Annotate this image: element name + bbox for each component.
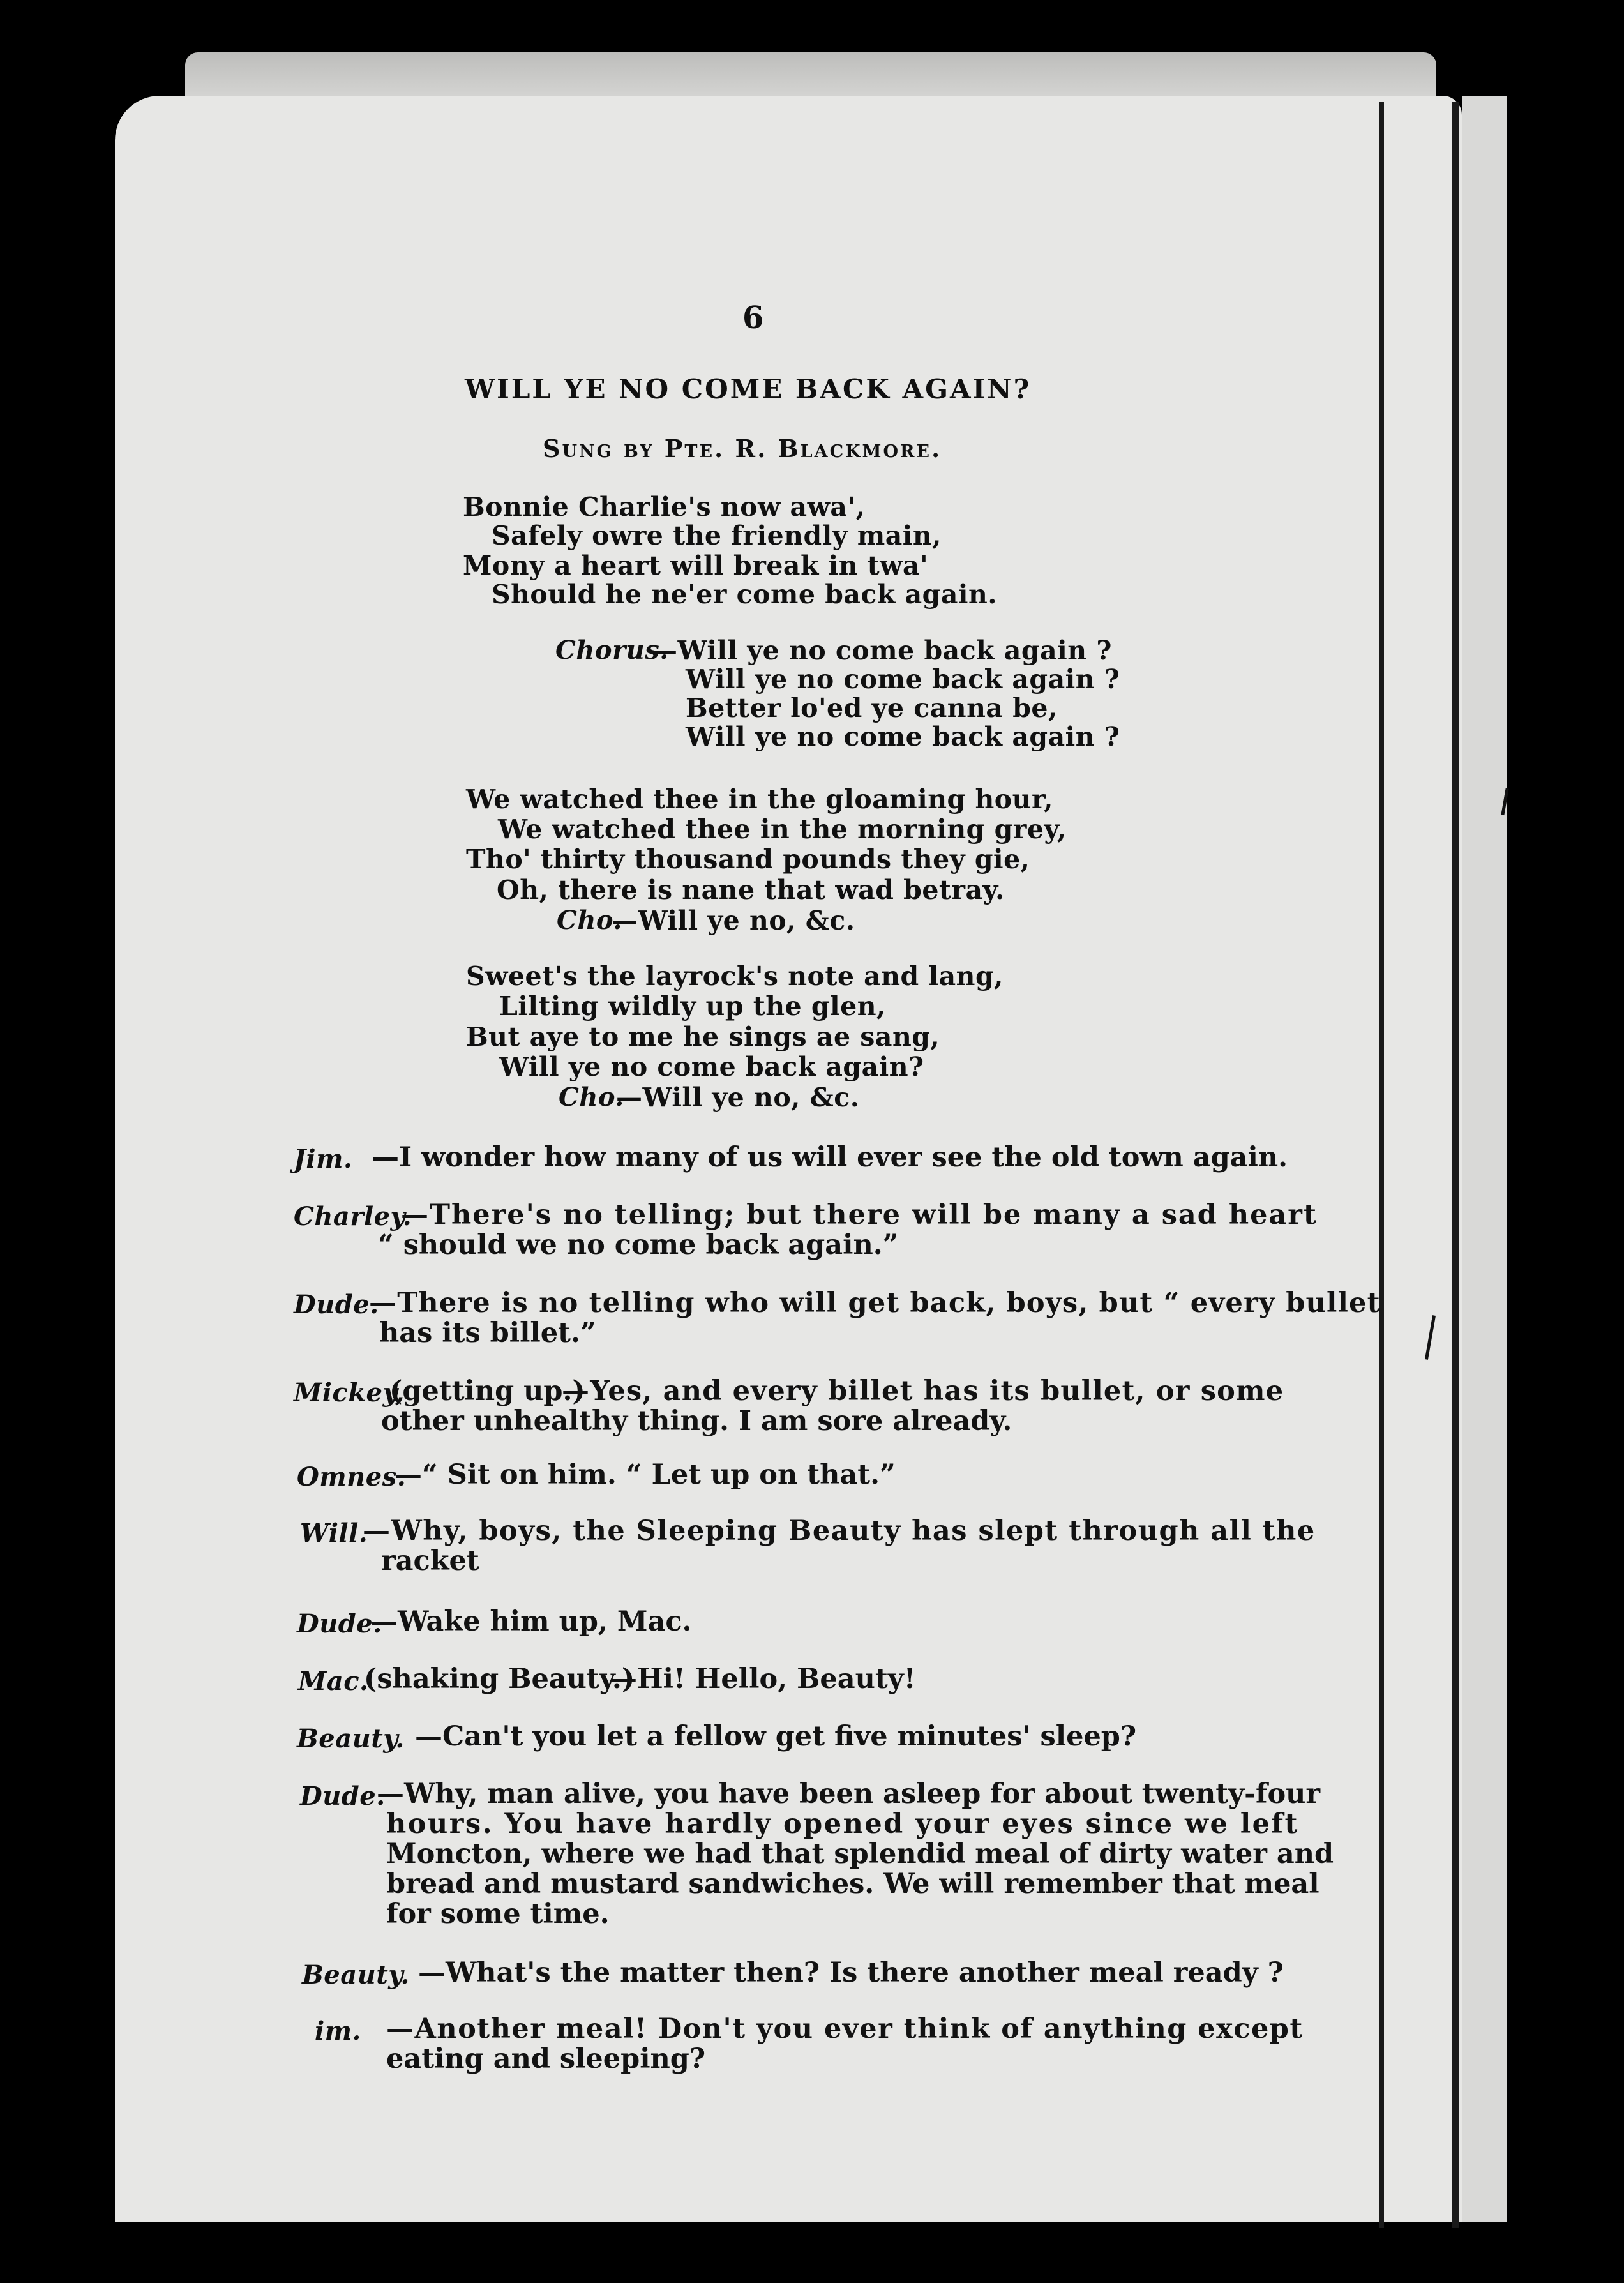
chorus-line: Will ye no come back again ? (686, 664, 1120, 695)
dialogue-line: bread and mustard sandwiches. We will remember that meal (386, 1868, 1320, 1900)
song-byline: Sung by Pte. R. Blackmore. (543, 434, 942, 463)
dialogue-line: —There's no telling; but there will be many a sad heart (401, 1199, 1318, 1231)
dialogue-line: has its billet.” (379, 1317, 596, 1349)
chorus-line: Better lo'ed ye canna be, (686, 693, 1058, 723)
dialogue-line: for some time. (386, 1898, 610, 1930)
dialogue-line: racket (381, 1545, 479, 1577)
dialogue-line: —Why, man alive, you have been asleep for about twenty-four (377, 1778, 1321, 1810)
dialogue-line: —Another meal! Don't you ever think of anything except (386, 2013, 1304, 2045)
speaker-name: Charley. (294, 1202, 412, 1232)
dialogue-line: —“ Sit on him. “ Let up on that.” (395, 1459, 896, 1491)
dialogue-line: eating and sleeping? (386, 2043, 706, 2075)
speaker-name: Omnes. (297, 1462, 407, 1492)
gutter-line (1452, 102, 1459, 2228)
verse-line: We watched thee in the gloaming hour, (466, 784, 1053, 815)
verse-line: Sweet's the layrock's note and lang, (466, 961, 1004, 991)
chorus-label: Cho. (559, 1082, 624, 1112)
dialogue-line: —What's the matter then? Is there another meal ready ? (418, 1957, 1284, 1989)
verse-line: Should he ne'er come back again. (492, 579, 998, 610)
chorus-line: Will ye no come back again ? (686, 721, 1120, 752)
speaker-name: Beauty. (302, 1960, 410, 1990)
dialogue-line: —I wonder how many of us will ever see the old town again. (372, 1142, 1288, 1173)
speaker-name: Beauty. (297, 1724, 405, 1754)
facing-page-edge (1462, 96, 1507, 2222)
chorus-line: —Will ye no come back again ? (651, 635, 1112, 666)
speaker-name: Jim. (294, 1144, 353, 1174)
stage-direction: (getting up.) (389, 1375, 585, 1407)
verse-line: Lilting wildly up the glen, (499, 991, 886, 1021)
chorus-line: —Will ye no, &c. (612, 905, 855, 936)
speaker-name: Mac. (298, 1666, 369, 1696)
dialogue-line: —Can't you let a fellow get five minutes' sleep? (415, 1721, 1137, 1752)
chorus-label: Chorus. (555, 635, 669, 665)
stage-direction: (shaking Beauty.) (364, 1663, 635, 1695)
chorus-line: —Will ye no, &c. (616, 1082, 860, 1113)
verse-line: But aye to me he sings ae sang, (466, 1021, 940, 1052)
dialogue-line: Moncton, where we had that splendid meal of dirty water and (386, 1838, 1334, 1870)
page-number: 6 (742, 300, 764, 336)
verse-line: Safely owre the friendly main, (492, 520, 942, 551)
verse-line: Tho' thirty thousand pounds they gie, (466, 844, 1030, 875)
dialogue-line: —Why, boys, the Sleeping Beauty has slept through all the (363, 1515, 1316, 1547)
verse-line: Bonnie Charlie's now awa', (463, 492, 866, 522)
speaker-name: im. (315, 2016, 361, 2046)
speaker-name: Will. (300, 1518, 368, 1548)
verse-line: We watched thee in the morning grey, (498, 814, 1067, 845)
dialogue-line: —Hi! Hello, Beauty! (610, 1663, 916, 1695)
song-title: WILL YE NO COME BACK AGAIN? (465, 373, 1032, 405)
dialogue-line: —There is no telling who will get back, boys, but “ every bullet (369, 1287, 1381, 1319)
verse-line: Mony a heart will break in twa' (463, 550, 929, 581)
chorus-label: Cho. (557, 905, 622, 935)
verse-line: Oh, there is nane that wad betray. (497, 875, 1005, 905)
speaker-name: Dude. (297, 1609, 382, 1639)
dialogue-line: other unhealthy thing. I am sore already. (381, 1405, 1012, 1437)
dialogue-line: —Yes, and every billet has its bullet, or some (562, 1375, 1284, 1407)
speaker-name: Dude. (300, 1781, 386, 1811)
dialogue-line: —Wake him up, Mac. (370, 1606, 692, 1638)
verse-line: Will ye no come back again? (499, 1051, 924, 1082)
gutter-line (1379, 102, 1384, 2228)
speaker-name: Mickey, (294, 1378, 405, 1408)
dialogue-line: hours. You have hardly opened your eyes since we left (386, 1808, 1299, 1840)
speaker-name: Dude. (294, 1290, 379, 1320)
dialogue-line: “ should we no come back again.” (378, 1229, 899, 1261)
